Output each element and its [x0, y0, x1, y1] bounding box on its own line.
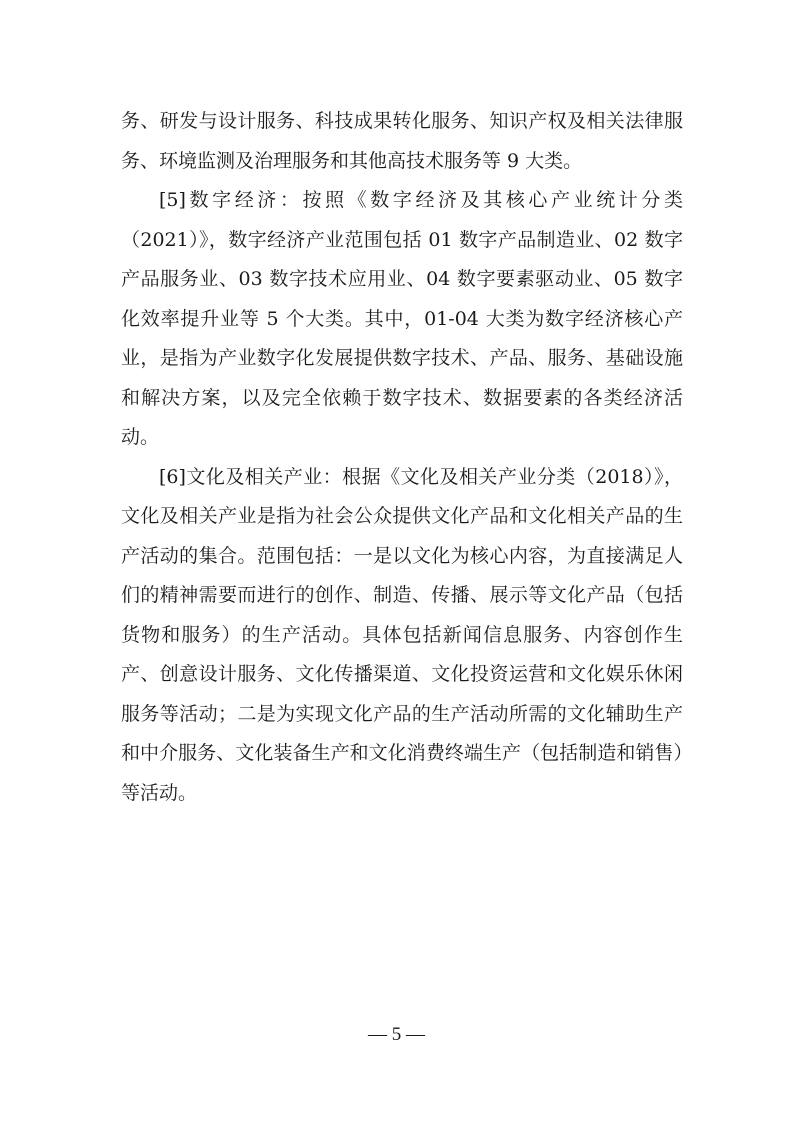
paragraph-continuation: 务、研发与设计服务、科技成果转化服务、知识产权及相关法律服务、环境监测及治理服务和其他高技术服务等 9 大类。	[121, 110, 683, 172]
page-number: — 5 —	[368, 1024, 425, 1045]
body-text	[121, 102, 683, 813]
paragraph-digital-economy: [5]数字经济：按照《数字经济及其核心产业统计分类（2021）》，数字经济产业范围包括 01 数字产品制造业、02 数字产品服务业、03 数字技术应用业、04 数字要素驱动业、05 数字化效率提升业等 5 个大类。其中，01-04 大类为数字经济核心产业，是指为产业数字化发展提供数字技术、产品、服务、基础设施和解决方案，以及完全依赖于数字技术、数据要素的各类经济活动。	[121, 189, 683, 448]
paragraph-cultural-industry: [6]文化及相关产业：根据《文化及相关产业分类（2018）》，文化及相关产业是指为社会公众提供文化产品和文化相关产品的生产活动的集合。范围包括：一是以文化为核心内容，为直接满足人们的精神需要而进行的创作、制造、传播、展示等文化产品（包括货物和服务）的生产活动。具体包括新闻信息服务、内容创作生产、创意设计服务、文化传播渠道、文化投资运营和文化娱乐休闲服务等活动；二是为实现文化产品的生产活动所需的文化辅助生产和中介服务、文化装备生产和文化消费终端生产（包括制造和销售）等活动。	[121, 465, 683, 804]
